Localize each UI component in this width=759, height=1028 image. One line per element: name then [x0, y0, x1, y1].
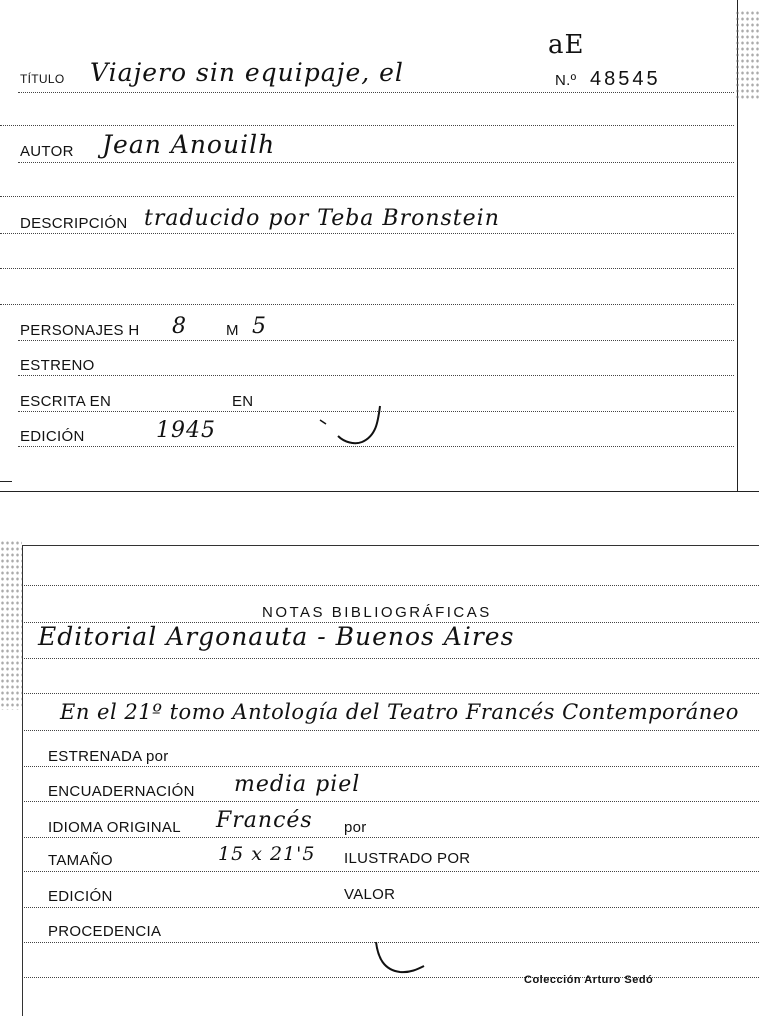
encuadernacion-value: media piel [234, 772, 361, 797]
descripcion-value: traducido por Teba Bronstein [144, 206, 500, 231]
blank-rule [24, 693, 759, 694]
estreno-label: ESTRENO [20, 357, 95, 374]
personajes-m-value: 5 [252, 314, 267, 339]
corner-mark: aE [548, 30, 585, 60]
encuadernacion-rule [24, 801, 759, 802]
paper-speckle [0, 540, 22, 710]
blank-rule [0, 268, 734, 269]
estreno-rule [18, 375, 734, 376]
descripcion-label: DESCRIPCIÓN [20, 215, 128, 232]
idioma-por-label: por [344, 819, 367, 836]
tamano-label: TAMAÑO [48, 852, 113, 869]
personajes-label: PERSONAJES H [20, 322, 140, 339]
escrita-en-label: EN [232, 393, 254, 410]
note-line-1: Editorial Argonauta - Buenos Aires [38, 622, 515, 651]
pencil-tick-mark [370, 936, 440, 980]
note-rule-1 [24, 658, 759, 659]
paper-speckle [735, 10, 759, 100]
autor-value: Jean Anouilh [102, 130, 276, 159]
tamano-rule [24, 871, 759, 872]
titulo-value: Viajero sin equipaje, el [90, 58, 404, 87]
edicion-value: 1945 [156, 418, 216, 443]
numero-value: 48545 [590, 68, 661, 90]
idioma-value: Francés [216, 808, 313, 833]
collection-footer: Colección Arturo Sedó [524, 974, 654, 986]
blank-rule [0, 125, 734, 126]
numero-label: N.º [555, 72, 577, 89]
edicion-rule-bottom [24, 907, 759, 908]
procedencia-label: PROCEDENCIA [48, 923, 162, 940]
titulo-rule [18, 92, 734, 93]
blank-rule [24, 585, 759, 586]
pencil-tick-mark [318, 402, 388, 448]
estrenada-rule [24, 766, 759, 767]
idioma-label: IDIOMA ORIGINAL [48, 819, 181, 836]
escrita-label: ESCRITA EN [20, 393, 112, 410]
edicion-label-bottom: EDICIÓN [48, 888, 113, 905]
edicion-label: EDICIÓN [20, 428, 85, 445]
descripcion-rule [0, 233, 734, 234]
note-line-2: En el 21º tomo Antología del Teatro Francés Contemporáneo [60, 700, 739, 724]
edge-tick [0, 481, 12, 482]
personajes-m-label: M [226, 322, 239, 339]
ilustrado-label: ILUSTRADO POR [344, 850, 471, 867]
idioma-rule [24, 837, 759, 838]
tamano-value: 15 x 21'5 [218, 843, 316, 865]
autor-rule [18, 162, 734, 163]
autor-label: AUTOR [20, 143, 74, 160]
personajes-h-value: 8 [172, 314, 187, 339]
encuadernacion-label: ENCUADERNACIÓN [48, 783, 195, 800]
card-divider [0, 491, 759, 492]
personajes-rule [18, 340, 734, 341]
blank-rule [0, 304, 734, 305]
estrenada-label: ESTRENADA por [48, 748, 169, 765]
valor-label: VALOR [344, 886, 396, 903]
notas-heading: NOTAS BIBLIOGRÁFICAS [262, 604, 492, 621]
note-rule-2 [24, 730, 759, 731]
blank-rule [0, 196, 734, 197]
titulo-label: TÍTULO [20, 72, 65, 86]
